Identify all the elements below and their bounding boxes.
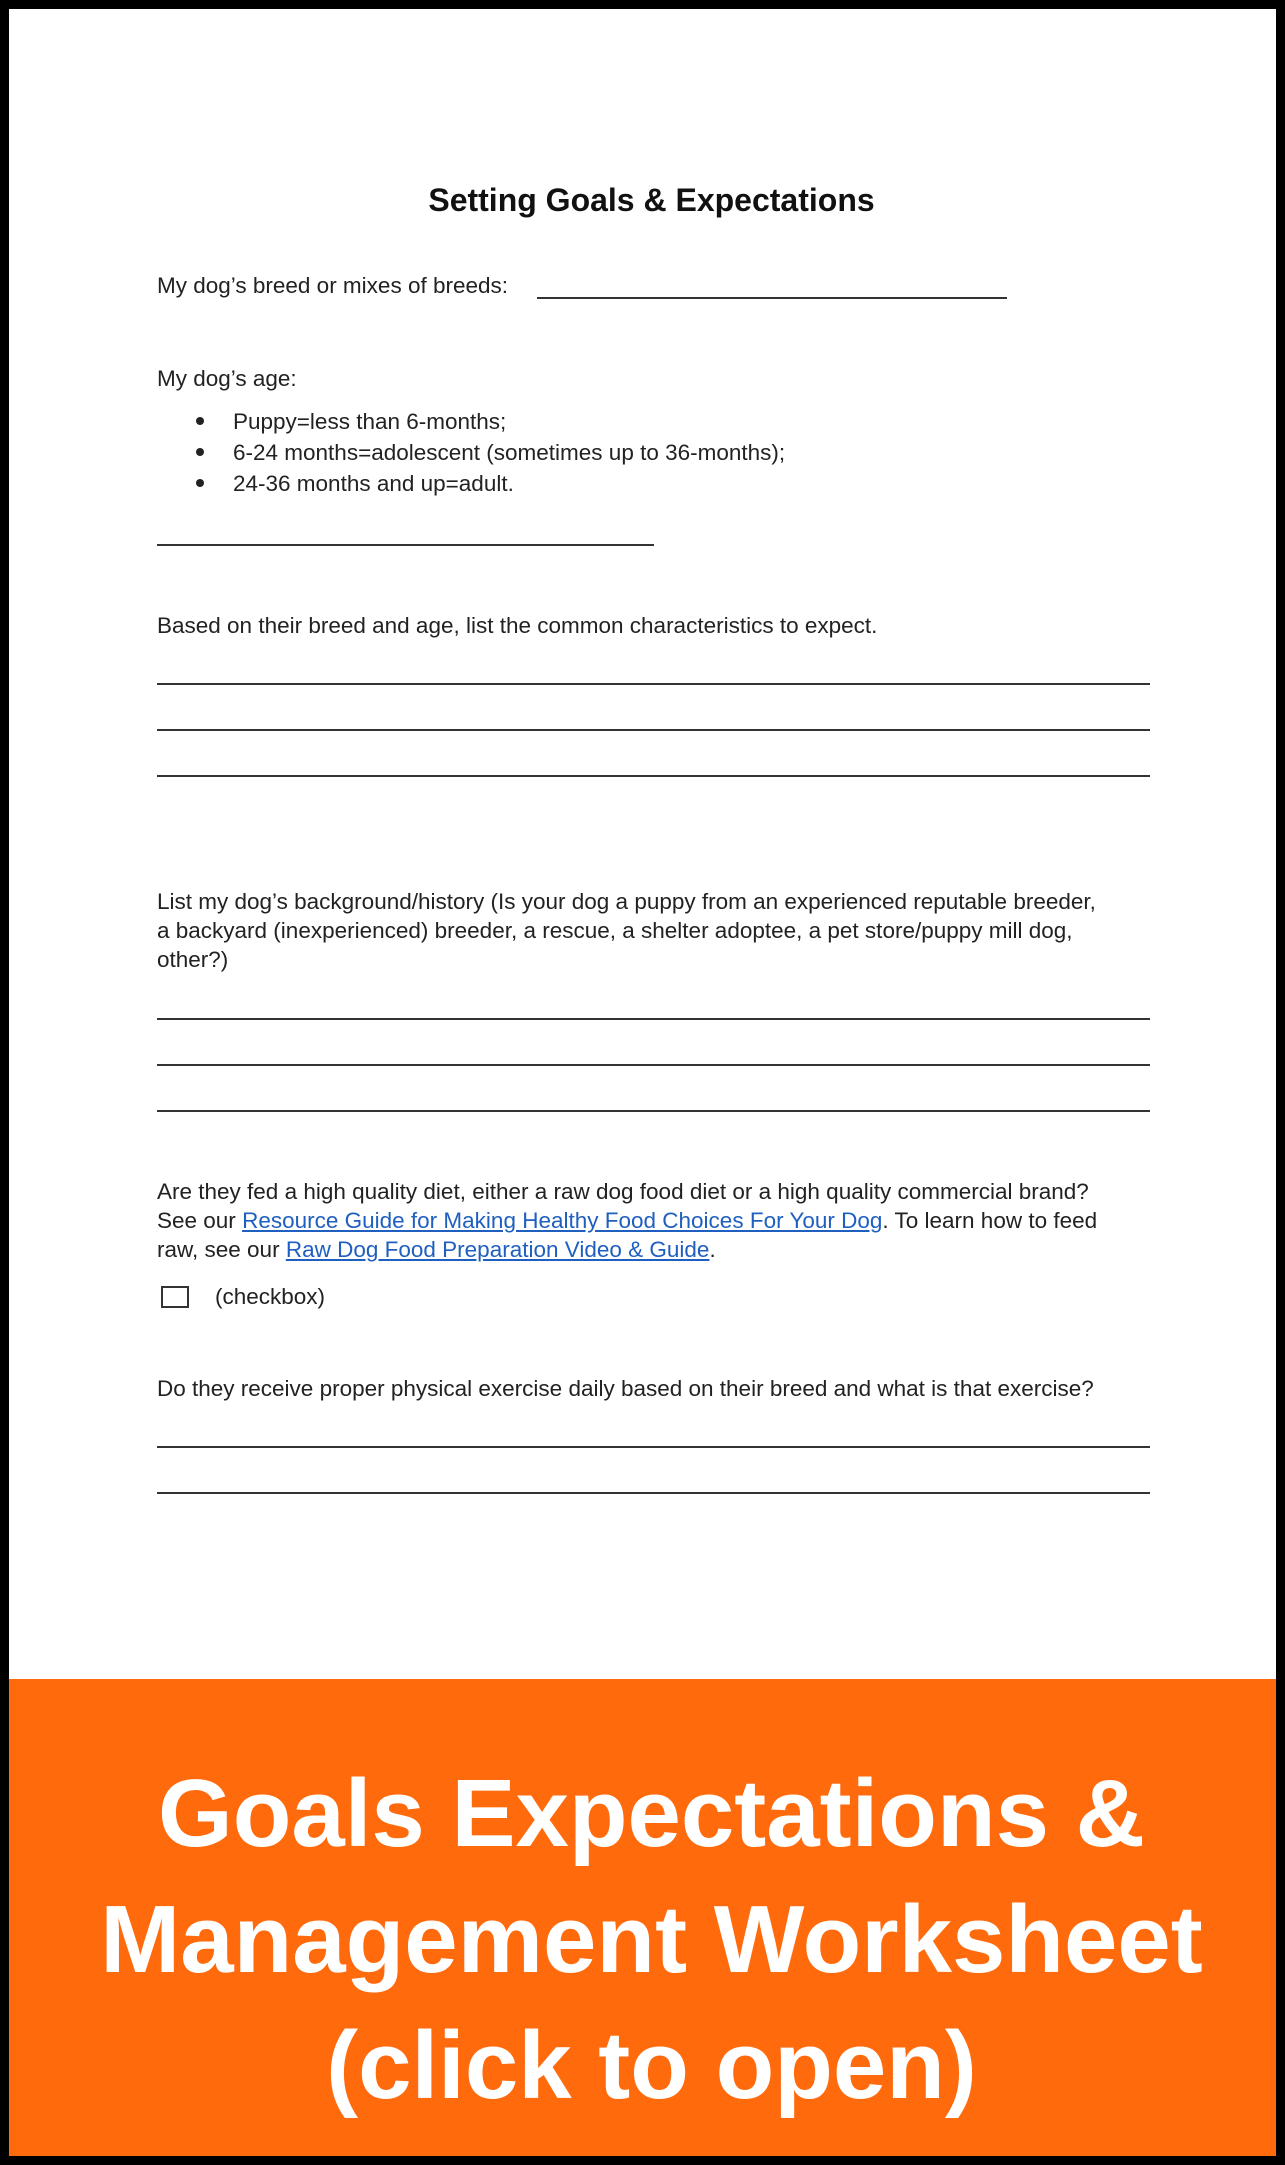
characteristics-prompt: Based on their breed and age, list the common characteristics to expect. (157, 613, 878, 638)
background-answer-line (157, 1064, 1150, 1066)
diet-prompt-line: Are they fed a high quality diet, either a raw dog food diet or a high quality commercial brand? (157, 1179, 1089, 1204)
age-bullet-item: 24-36 months and up=adult. (149, 468, 785, 499)
banner-click-hint: (click to open) (326, 2012, 977, 2119)
age-answer-line (157, 544, 654, 546)
background-prompt-line: other?) (157, 947, 229, 972)
background-prompt-line: a backyard (inexperienced) breeder, a rescue, a shelter adoptee, a pet store/puppy mill dog, (157, 918, 1073, 943)
bullet-dot (196, 448, 204, 456)
bullet-dot (196, 417, 204, 425)
characteristics-answer-line (157, 775, 1150, 777)
raw-food-video-guide-link[interactable]: Raw Dog Food Preparation Video & Guide (285, 1237, 710, 1262)
background-prompt-line: List my dog’s background/history (Is your dog a puppy from an experienced reputable breeder, (157, 889, 1096, 914)
breed-prompt: My dog’s breed or mixes of breeds: (157, 273, 509, 298)
characteristics-answer-line (157, 729, 1150, 731)
exercise-answer-line (157, 1492, 1150, 1494)
page-title: Setting Goals & Expectations (428, 182, 875, 218)
background-answer-line (157, 1018, 1150, 1020)
characteristics-answer-line (157, 683, 1150, 685)
food-choices-guide-link[interactable]: Resource Guide for Making Healthy Food Choices For Your Dog (242, 1208, 883, 1233)
age-bullet-item: 6-24 months=adolescent (sometimes up to 36-months); (149, 437, 785, 468)
banner-title-line: Goals Expectations & (158, 1760, 1145, 1867)
diet-prompt-line: raw, see our Raw Dog Food Preparation Video & Guide. (157, 1237, 716, 1262)
exercise-prompt: Do they receive proper physical exercise daily based on their breed and what is that exercise? (157, 1376, 1094, 1401)
exercise-answer-line (157, 1446, 1150, 1448)
age-bullet-item: Puppy=less than 6-months; (149, 406, 785, 437)
bullet-dot (196, 479, 204, 487)
age-bullet-list (149, 406, 785, 499)
diet-checkbox[interactable] (161, 1286, 189, 1308)
checkbox-label: (checkbox) (215, 1284, 326, 1309)
age-prompt: My dog’s age: (157, 366, 297, 391)
diet-prompt-line: See our Resource Guide for Making Healthy Food Choices For Your Dog. To learn how to feed (157, 1208, 1098, 1233)
breed-answer-line (537, 297, 1007, 299)
background-answer-line (157, 1110, 1150, 1112)
banner-title-line: Management Worksheet (100, 1886, 1203, 1993)
open-worksheet-banner[interactable] (9, 1679, 1285, 2165)
